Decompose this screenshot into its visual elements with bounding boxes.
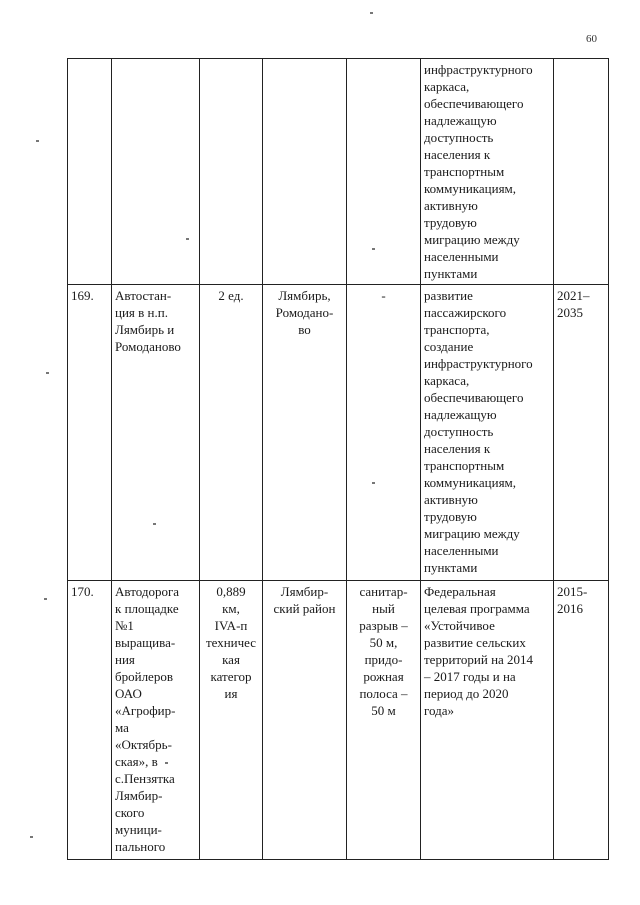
- row-number-cell: 169.: [68, 285, 112, 581]
- period-cell: [554, 59, 609, 285]
- zone-cell: -: [347, 285, 421, 581]
- row-number-cell: 170.: [68, 581, 112, 860]
- zone-cell: санитар- ный разрыв – 50 м, придо- рожная полоса – 50 м: [347, 581, 421, 860]
- period-cell: 2015- 2016: [554, 581, 609, 860]
- projects-table: [67, 58, 609, 860]
- zone-cell: [347, 59, 421, 285]
- quantity-cell: 0,889 км, IVA-п техничес кая категор ия: [200, 581, 263, 860]
- scan-speck: [186, 238, 189, 240]
- page-number: 60: [586, 33, 597, 45]
- purpose-cell: развитие пассажирского транспорта, создание инфраструктурного каркаса, обеспечивающего надлежащую доступность населения к транспортным коммуникациям, активную трудовую миграцию между населенными пунктами: [421, 285, 554, 581]
- scan-speck: [153, 523, 156, 525]
- object-name-cell: [112, 59, 200, 285]
- quantity-cell: [200, 59, 263, 285]
- table-row: [68, 59, 609, 285]
- row-number-cell: [68, 59, 112, 285]
- object-name-cell: Автостан- ция в н.п. Лямбирь и Ромоданово: [112, 285, 200, 581]
- purpose-cell: Федеральная целевая программа «Устойчивое развитие сельских территорий на 2014 – 2017 годы и на период до 2020 года»: [421, 581, 554, 860]
- quantity-cell: 2 ед.: [200, 285, 263, 581]
- scan-speck: [165, 762, 168, 764]
- scan-speck: [370, 12, 373, 14]
- period-cell: 2021– 2035: [554, 285, 609, 581]
- scan-speck: [30, 836, 33, 838]
- location-cell: [263, 59, 347, 285]
- purpose-cell: инфраструктурного каркаса, обеспечивающего надлежащую доступность населения к транспортным коммуникациям, активную трудовую миграцию между населенными пунктами: [421, 59, 554, 285]
- object-name-cell: Автодорога к площадке №1 выращива- ния бройлеров ОАО «Агрофир- ма «Октябрь- ская», в с.Пензятка Лямбир- ского муници- пального: [112, 581, 200, 860]
- scan-speck: [36, 140, 39, 142]
- table-row: [68, 581, 609, 860]
- table-row: [68, 285, 609, 581]
- location-cell: Лямбирь, Ромодано- во: [263, 285, 347, 581]
- scan-speck: [372, 248, 375, 250]
- scan-speck: [44, 598, 47, 600]
- scan-speck: [372, 482, 375, 484]
- location-cell: Лямбир- ский район: [263, 581, 347, 860]
- scan-speck: [46, 372, 49, 374]
